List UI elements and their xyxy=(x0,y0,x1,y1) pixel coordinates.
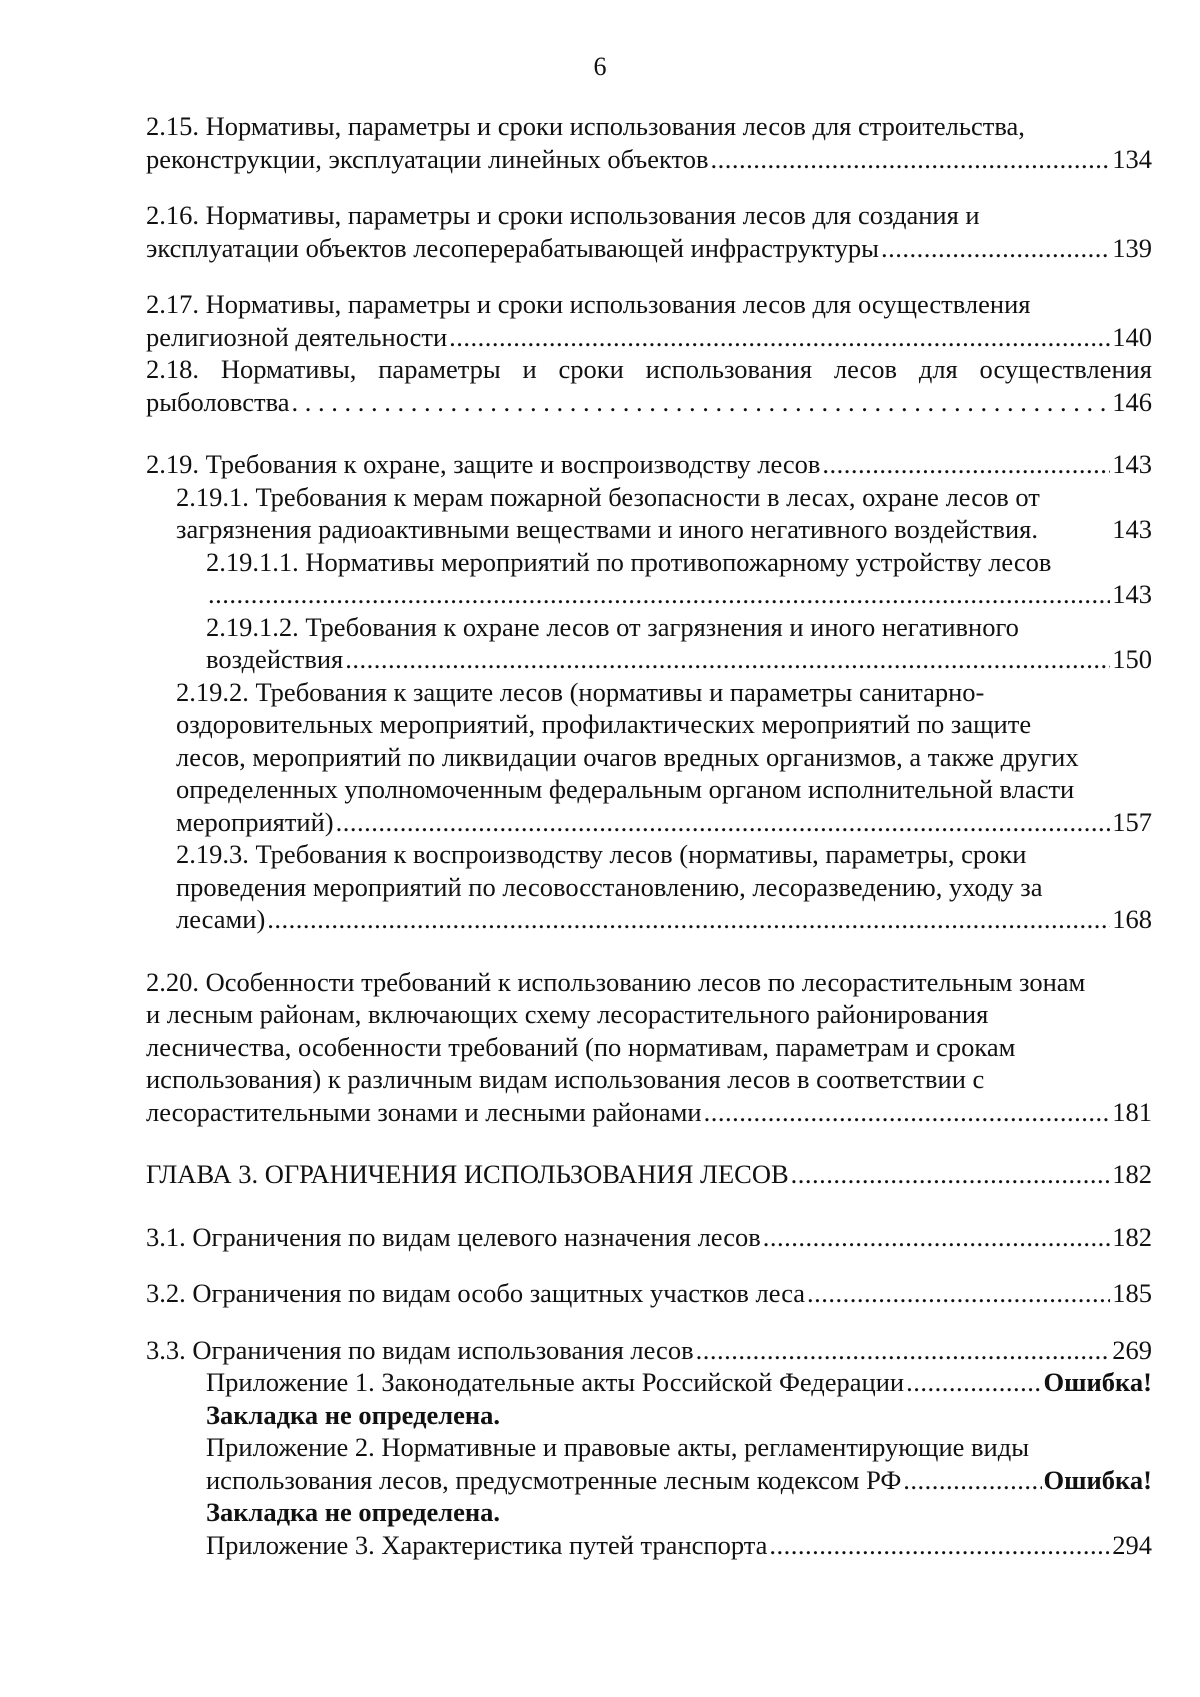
dot-leader xyxy=(345,643,1110,676)
dot-leader xyxy=(292,386,1111,419)
bookmark-error-text: Ошибка! xyxy=(1043,1367,1152,1397)
toc-entry-2-19[interactable] xyxy=(146,448,1152,481)
toc-entry-2-15[interactable] xyxy=(146,110,1152,175)
toc-entry-2-19-1[interactable] xyxy=(146,481,1152,546)
dot-leader xyxy=(763,1221,1111,1254)
toc-page-number: 168 xyxy=(1112,904,1152,934)
toc-entry-text: рыболовства xyxy=(146,386,290,417)
toc-entry-text: 3.3. Ограничения по видам использования лесов xyxy=(146,1334,694,1365)
toc-entry-3-2[interactable] xyxy=(146,1277,1152,1310)
bookmark-error-text: Закладка не определена. xyxy=(206,1497,501,1527)
toc-entry-2-19-3[interactable] xyxy=(146,838,1152,936)
toc-page-number: 185 xyxy=(1112,1278,1152,1308)
dot-leader xyxy=(903,1464,1041,1497)
toc-entry-text: лесами) xyxy=(176,904,266,934)
toc-entry-text: 2.18. Нормативы, параметры и сроки использования лесов для осуществления xyxy=(146,354,1152,384)
toc-entry-2-16[interactable] xyxy=(146,199,1152,264)
toc-entry-text: 2.17. Нормативы, параметры и сроки использования лесов для осуществления xyxy=(146,289,1031,319)
dot-leader xyxy=(906,1366,1041,1399)
dot-leader xyxy=(336,806,1111,839)
toc-page-number: 294 xyxy=(1112,1529,1152,1560)
toc-entry-text: 2.19. Требования к охране, защите и воспроизводству лесов xyxy=(146,449,821,479)
bookmark-error-text: Закладка не определена. xyxy=(206,1399,501,1430)
toc-entry-text: использования лесов, предусмотренные лесным кодексом РФ xyxy=(206,1464,902,1495)
dot-leader xyxy=(769,1529,1110,1562)
toc-entry-text: 2.20. Особенности требований к использованию лесов по лесорастительным зонам xyxy=(146,966,1086,997)
toc-entry-text: лесорастительными зонами и лесными районами xyxy=(146,1096,702,1127)
toc-entry-text: 2.19.1. Требования к мерам пожарной безопасности в лесах, охране лесов от xyxy=(176,481,1040,512)
toc-entry-appendix-3[interactable] xyxy=(146,1529,1152,1562)
toc-page-number: 143 xyxy=(1112,449,1152,479)
dot-leader xyxy=(791,1158,1111,1191)
toc-entry-text: 2.19.1.2. Требования к охране лесов от загрязнения и иного негативного xyxy=(206,611,1019,642)
table-of-contents xyxy=(146,110,1152,1561)
toc-entry-3-1[interactable] xyxy=(146,1221,1152,1254)
dot-leader xyxy=(704,1096,1111,1129)
toc-entry-text: мероприятий) xyxy=(176,806,334,837)
toc-entry-appendix-1[interactable] xyxy=(146,1366,1152,1431)
toc-entry-text: 2.19.3. Требования к воспроизводству лесов (нормативы, параметры, сроки xyxy=(176,839,1027,869)
page-number: 6 xyxy=(593,52,607,81)
toc-page-number: 157 xyxy=(1112,806,1152,837)
toc-entry-text: 2.15. Нормативы, параметры и сроки использования лесов для строительства, xyxy=(146,111,1025,141)
toc-entry-chapter-3[interactable] xyxy=(146,1158,1152,1191)
dot-leader xyxy=(696,1334,1111,1367)
toc-page-number: 143 xyxy=(1112,514,1152,544)
toc-entry-2-17[interactable] xyxy=(146,288,1152,353)
toc-entry-text: Приложение 1. Законодательные акты Российской Федерации xyxy=(206,1367,905,1397)
toc-page-number: 134 xyxy=(1112,143,1152,174)
toc-entry-text: 3.1. Ограничения по видам целевого назначения лесов xyxy=(146,1221,761,1252)
toc-page-number: 150 xyxy=(1112,644,1152,674)
bookmark-error-text: Ошибка! xyxy=(1043,1464,1152,1495)
toc-page-number: 182 xyxy=(1112,1221,1152,1252)
toc-entry-appendix-2[interactable] xyxy=(146,1431,1152,1529)
toc-entry-text: проведения мероприятий по лесовосстановлению, лесоразведению, уходу за xyxy=(176,871,1043,902)
toc-entry-text: определенных уполномоченным федеральным органом исполнительной власти xyxy=(176,774,1075,804)
toc-entry-2-18[interactable] xyxy=(146,353,1152,418)
toc-entry-text: эксплуатации объектов лесоперерабатывающей инфраструктуры xyxy=(146,232,879,263)
toc-page-number: 182 xyxy=(1112,1159,1152,1189)
toc-page-number: 181 xyxy=(1112,1096,1152,1127)
toc-entry-text: 2.19.2. Требования к защите лесов (нормативы и параметры санитарно- xyxy=(176,676,985,707)
dot-leader xyxy=(267,903,1110,936)
toc-entry-text: и лесным районам, включающих схему лесорастительного районирования xyxy=(146,999,989,1029)
toc-entry-2-19-1-2[interactable] xyxy=(146,611,1152,676)
toc-entry-text: воздействия xyxy=(206,644,344,674)
toc-page-number: 143 xyxy=(1112,579,1152,609)
toc-entry-text: ГЛАВА 3. ОГРАНИЧЕНИЯ ИСПОЛЬЗОВАНИЯ ЛЕСОВ xyxy=(146,1159,789,1189)
toc-entry-text: реконструкции, эксплуатации линейных объектов xyxy=(146,143,709,174)
dot-leader xyxy=(822,448,1110,481)
toc-page-number: 139 xyxy=(1112,232,1152,263)
toc-entry-text: использования) к различным видам использования лесов в соответствии с xyxy=(146,1064,985,1094)
toc-entry-text: загрязнения радиоактивными веществами и иного негативного воздействия. xyxy=(176,514,1039,544)
dot-leader xyxy=(449,321,1110,354)
toc-entry-text: лесничества, особенности требований (по нормативам, параметрам и срокам xyxy=(146,1031,1016,1062)
dot-leader xyxy=(881,232,1110,265)
toc-entry-text: лесов, мероприятий по ликвидации очагов вредных организмов, а также других xyxy=(176,741,1079,772)
toc-entry-text: 2.16. Нормативы, параметры и сроки использования лесов для создания и xyxy=(146,200,980,230)
dot-leader xyxy=(710,143,1110,176)
toc-entry-3-3[interactable] xyxy=(146,1334,1152,1367)
dot-leader xyxy=(208,578,1110,611)
toc-entry-2-19-1-1[interactable] xyxy=(146,546,1152,611)
toc-entry-text: религиозной деятельности xyxy=(146,321,448,352)
toc-entry-text: оздоровительных мероприятий, профилактических мероприятий по защите xyxy=(176,709,1032,739)
toc-entry-2-19-2[interactable] xyxy=(146,676,1152,839)
toc-entry-2-20[interactable] xyxy=(146,966,1152,1129)
toc-page-number: 269 xyxy=(1112,1334,1152,1365)
toc-entry-text: Приложение 3. Характеристика путей транспорта xyxy=(206,1529,768,1560)
toc-entry-text: Приложение 2. Нормативные и правовые акты, регламентирующие виды xyxy=(206,1432,1030,1462)
toc-page-number: 140 xyxy=(1112,321,1152,352)
toc-entry-text: 2.19.1.1. Нормативы мероприятий по противопожарному устройству лесов xyxy=(206,546,1052,577)
dot-leader xyxy=(807,1277,1110,1310)
toc-page-number: 146 xyxy=(1112,386,1152,417)
toc-entry-text: 3.2. Ограничения по видам особо защитных участков леса xyxy=(146,1278,806,1308)
